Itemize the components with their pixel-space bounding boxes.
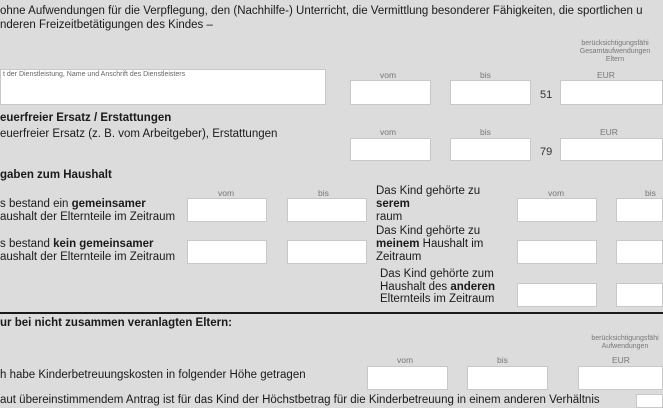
refunds-title: euerfreier Ersatz / Erstattungen — [0, 112, 172, 124]
section-divider — [0, 312, 663, 314]
service-provider-input[interactable]: t der Dienstleistung, Name und Anschrift des Dienstleisters — [0, 69, 326, 105]
separate-to-label: bis — [497, 355, 508, 365]
separate-to-input[interactable] — [467, 366, 548, 390]
services-to-label: bis — [480, 70, 491, 80]
separate-title: ur bei nicht zusammen veranlagten Eltern: — [0, 317, 232, 329]
separate-from-input[interactable] — [367, 366, 448, 390]
ours-to-input[interactable] — [616, 198, 663, 222]
ours-from-input[interactable] — [517, 198, 597, 222]
common-household-label-2: aushalt der Elternteile im Zeitraum — [0, 211, 176, 223]
household-to-label: bis — [318, 188, 329, 198]
mine-from-input[interactable] — [517, 240, 597, 264]
distribution-note: aut übereinstimmendem Antrag ist für das Kind der Höchstbetrag für die Kinderbetreuung in einem anderen Verhältnis — [0, 394, 600, 406]
mine-label-1: Das Kind gehörte zu — [376, 225, 481, 237]
common-household-to-input[interactable] — [287, 198, 367, 222]
not-common-to-input[interactable] — [287, 240, 367, 264]
separate-eur-label: EUR — [612, 355, 630, 365]
refunds-from-label: vom — [380, 127, 397, 137]
costs-header: berücksichtigungsfähi Gesamtaufwendungen Eltern — [579, 40, 651, 64]
refunds-amount-input[interactable] — [560, 138, 663, 161]
not-common-household-label-2: aushalt der Elternteile im Zeitraum — [0, 251, 176, 263]
separate-header: berücksichtigungsfähi Aufwendungen — [591, 335, 659, 351]
services-amount-input[interactable] — [560, 80, 663, 105]
common-household-label: s bestand ein gemeinsamer — [0, 198, 146, 210]
other-label-3: Elternteils im Zeitraum — [380, 293, 495, 305]
other-label-1: Das Kind gehörte zum — [380, 268, 494, 280]
refunds-from-input[interactable] — [350, 138, 431, 161]
intro-line-2: nderen Freizeitbetätigungen des Kindes – — [0, 19, 213, 31]
services-from-input[interactable] — [350, 80, 431, 105]
other-label-2: Haushalt des anderen — [380, 281, 496, 293]
ours-label-3: raum — [376, 211, 403, 223]
ours-label-1: Das Kind gehörte zu — [376, 185, 481, 197]
separate-amount-input[interactable] — [578, 366, 663, 390]
mine-to-input[interactable] — [616, 240, 663, 264]
refunds-to-input[interactable] — [450, 138, 531, 161]
costs-paid-label: h habe Kinderbetreuungskosten in folgender Höhe getragen — [0, 369, 306, 381]
other-to-input[interactable] — [616, 283, 663, 307]
separate-from-label: vom — [397, 355, 414, 365]
services-eur-label: EUR — [597, 70, 615, 80]
household-right-from-label: vom — [548, 188, 565, 198]
not-common-from-input[interactable] — [187, 240, 267, 264]
common-household-from-input[interactable] — [187, 198, 267, 222]
refunds-to-label: bis — [480, 127, 491, 137]
refunds-description: euerfreier Ersatz (z. B. vom Arbeitgeber), Erstattungen — [0, 128, 278, 140]
services-to-input[interactable] — [450, 80, 531, 105]
ours-label-bold: serem — [376, 198, 410, 210]
household-from-label: vom — [218, 188, 235, 198]
not-common-household-label: s bestand kein gemeinsamer — [0, 238, 154, 250]
line-number-79: 79 — [540, 146, 553, 158]
intro-line-1: ohne Aufwendungen für die Verpflegung, den (Nachhilfe-) Unterricht, die Vermittlung besonderer Fähigkeiten, die sportlichen u — [0, 5, 643, 17]
mine-label-3: Zeitraum — [376, 251, 422, 263]
refunds-eur-label: EUR — [600, 127, 618, 137]
household-title: gaben zum Haushalt — [0, 169, 112, 181]
household-right-to-label: bis — [645, 188, 656, 198]
line-number-51: 51 — [540, 89, 553, 101]
services-from-label: vom — [380, 70, 397, 80]
other-from-input[interactable] — [517, 283, 597, 307]
mine-label-2: meinem Haushalt im — [376, 238, 484, 250]
